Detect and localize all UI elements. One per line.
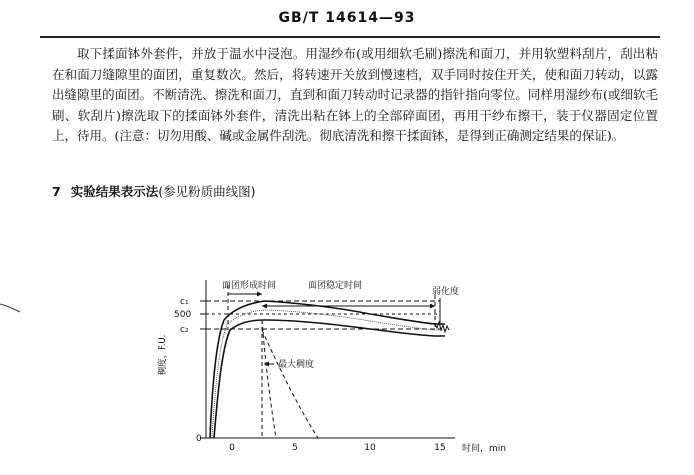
body-paragraph	[52, 44, 658, 147]
x-axis-label: 时间，min	[462, 444, 506, 454]
page-header: GB/T 14614—93	[278, 10, 416, 26]
stability-arrow-head-right	[430, 304, 435, 309]
x-tick-5: 5	[292, 443, 298, 453]
y-tick-0: 0	[196, 434, 202, 444]
stability-arrow-head-left	[262, 304, 267, 309]
curve-upper	[210, 301, 445, 438]
y-tick-c2: c₂	[180, 325, 189, 335]
farinograph-figure	[150, 270, 530, 470]
y-axis-label: 稠度，F.U.	[158, 334, 168, 376]
stability-time-label: 面团稳定时间	[308, 281, 363, 291]
weakening-label: 弱化度	[432, 287, 460, 297]
section-subtitle: (参见粉质曲线图)	[158, 184, 256, 199]
decay-curve-2	[262, 330, 318, 438]
curve-lower	[214, 320, 445, 438]
y-tick-500: 500	[174, 310, 192, 320]
y-tick-c1: c₁	[180, 297, 189, 307]
section-title: 实验结果表示法	[70, 184, 159, 199]
x-tick-15: 15	[434, 443, 446, 453]
paragraph-text: 取下揉面钵外套件，并放于温水中浸泡。用湿纱布(或用细软毛刷)擦洗和面刀，并用软塑料刮片，刮出粘在和面刀缝隙里的面团，重复数次。然后，将转速开关放到慢速档，双手同时按住开关，使和面刀转动，以露出缝隙里的面团。不断清洗、擦洗和面刀，直到和面刀转动时记录器的指针指向零位。同样用湿纱布(或细软毛刷、软刮片)擦洗取下的揉面钵外套件，清洗出粘在钵上的全部碎面团，再用干纱布擦干，装于仪器固定位置上，待用。(注意：切勿用酸、碱或金属件刮洗。彻底清洗和擦干揉面钵，是得到正确测定结果的保证)。	[52, 46, 658, 143]
margin-mark	[0, 300, 22, 314]
header-rule	[40, 36, 660, 38]
max-consistency-label: 最大稠度	[278, 360, 315, 370]
formation-arrow-head	[257, 292, 262, 297]
section-number: 7	[52, 184, 61, 199]
decay-curve-1	[262, 320, 276, 438]
x-tick-10: 10	[364, 443, 376, 453]
x-tick-0: 0	[229, 443, 235, 453]
section-heading	[52, 182, 255, 200]
formation-time-label: 面团形成时间	[222, 281, 277, 291]
